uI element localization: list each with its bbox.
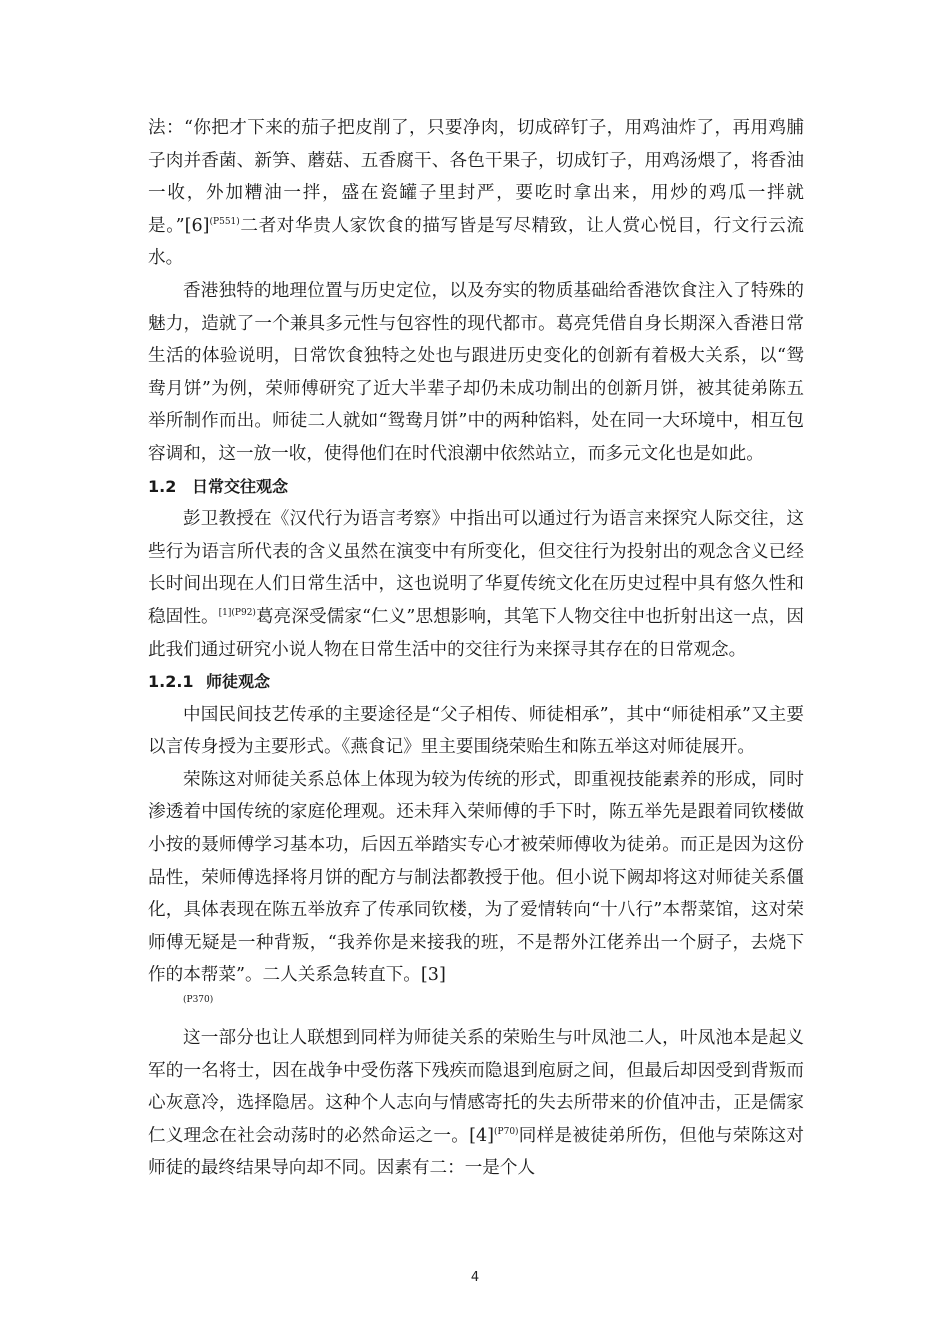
citation-ref: [1](P92) [218, 607, 256, 618]
paragraph-4: 中国民间技艺传承的主要途径是“父子相传、师徒相承”，其中“师徒相承”又主要以言传身授为主要形式。《燕食记》里主要围绕荣贻生和陈五举这对师徒展开。 [148, 704, 804, 758]
paragraph-1-text: 法：“你把才下来的茄子把皮削了，只要净肉，切成碎钉子，用鸡油炸了，再用鸡脯子肉并香菌、新笋、蘑菇、五香腐干、各色干果子，切成钉子，用鸡汤煨了，将香油一收，外加糟油一拌，盛在瓷罐子里封严，要吃时拿出来，用炒的鸡瓜一拌就是。”[6] [148, 118, 804, 236]
paragraph-2: 香港独特的地理位置与历史定位，以及夯实的物质基础给香港饮食注入了特殊的魅力，造就了一个兼具多元性与包容性的现代都市。葛亮凭借自身长期深入香港日常生活的体验说明，日常饮食独特之处也与跟进历史变化的创新有着极大关系，以“鸳鸯月饼”为例，荣师傅研究了近大半辈子却仍未成功制出的创新月饼，被其徒弟陈五举所制作而出。师徒二人就如“鸳鸯月饼”中的两种馅料，处在同一大环境中，相互包容调和，这一放一收，使得他们在时代浪潮中依然站立，而多元文化也是如此。 [148, 280, 804, 464]
subsection-title: 师徒观念 [206, 672, 271, 692]
paragraph-3-text-cont: 葛亮深受儒家“仁义”思想影响，其笔下人物交往中也折射出这一点，因此我们通过研究小说人物在日常生活中的交往行为来探寻其存在的日常观念。 [148, 606, 804, 660]
paragraph-3 [148, 503, 804, 666]
citation-page-ref: (P70) [494, 1126, 519, 1137]
paragraph-5-text: 荣陈这对师徒关系总体上体现为较为传统的形式，即重视技能素养的形成，同时渗透着中国传统的家庭伦理观。还未拜入荣师傅的手下时，陈五举先是跟着同钦楼做小按的聂师傅学习基本功，后因五举踏实专心才被荣师傅收为徒弟。而正是因为这份品性，荣师傅选择将月饼的配方与制法都教授于他。但小说下阙却将这对师徒关系僵化，具体表现在陈五举放弃了传承同钦楼，为了爱情转向“十八行”本帮菜馆，这对荣师傅无疑是一种背叛，“我养你是来接我的班，不是帮外江佬养出一个厨子，去烧下作的本帮菜”。二人关系急转直下。[3] [148, 769, 804, 986]
citation-page-ref: (P370) [183, 995, 214, 1006]
section-title: 日常交往观念 [192, 476, 289, 496]
citation-page-ref: (P551) [209, 216, 240, 227]
paragraph-5 [148, 764, 804, 1008]
spacer [148, 1008, 804, 1022]
subsection-number: 1.2.1 [148, 672, 194, 692]
section-heading-1-2 [148, 471, 804, 504]
section-heading-1-2-1 [148, 666, 804, 699]
paragraph-3-text: 彭卫教授在《汉代行为语言考察》中指出可以通过行为语言来探究人际交往，这些行为语言所代表的含义虽然在演变中有所变化，但交往行为投射出的观念含义已经长时间出现在人们日常生活中，这也说明了华夏传统文化在历史过程中具有悠久性和稳固性。 [148, 509, 804, 627]
paragraph-6-text: 这一部分也让人联想到同样为师徒关系的荣贻生与叶凤池二人，叶凤池本是起义军的一名将士，因在战争中受伤落下残疾而隐退到庖厨之间，但最后却因受到背叛而心灰意冷，选择隐居。这种个人志向与情感寄托的失去所带来的价值冲击，正是儒家仁义理念在社会动荡时的必然命运之一。[4] [148, 1028, 804, 1146]
paragraph-1 [148, 112, 804, 275]
paragraph-6 [148, 1022, 804, 1185]
page-body [148, 112, 804, 1185]
section-number: 1.2 [148, 476, 177, 496]
paragraph-1-text-cont: 二者对华贵人家饮食的描写皆是写尽精致，让人赏心悦目，行文行云流水。 [148, 215, 804, 269]
page-number: 4 [470, 1270, 480, 1285]
paragraph-6-text-cont: 同样是被徒弟所伤，但他与荣陈这对师徒的最终结果导向却不同。因素有二：一是个人 [148, 1125, 804, 1179]
